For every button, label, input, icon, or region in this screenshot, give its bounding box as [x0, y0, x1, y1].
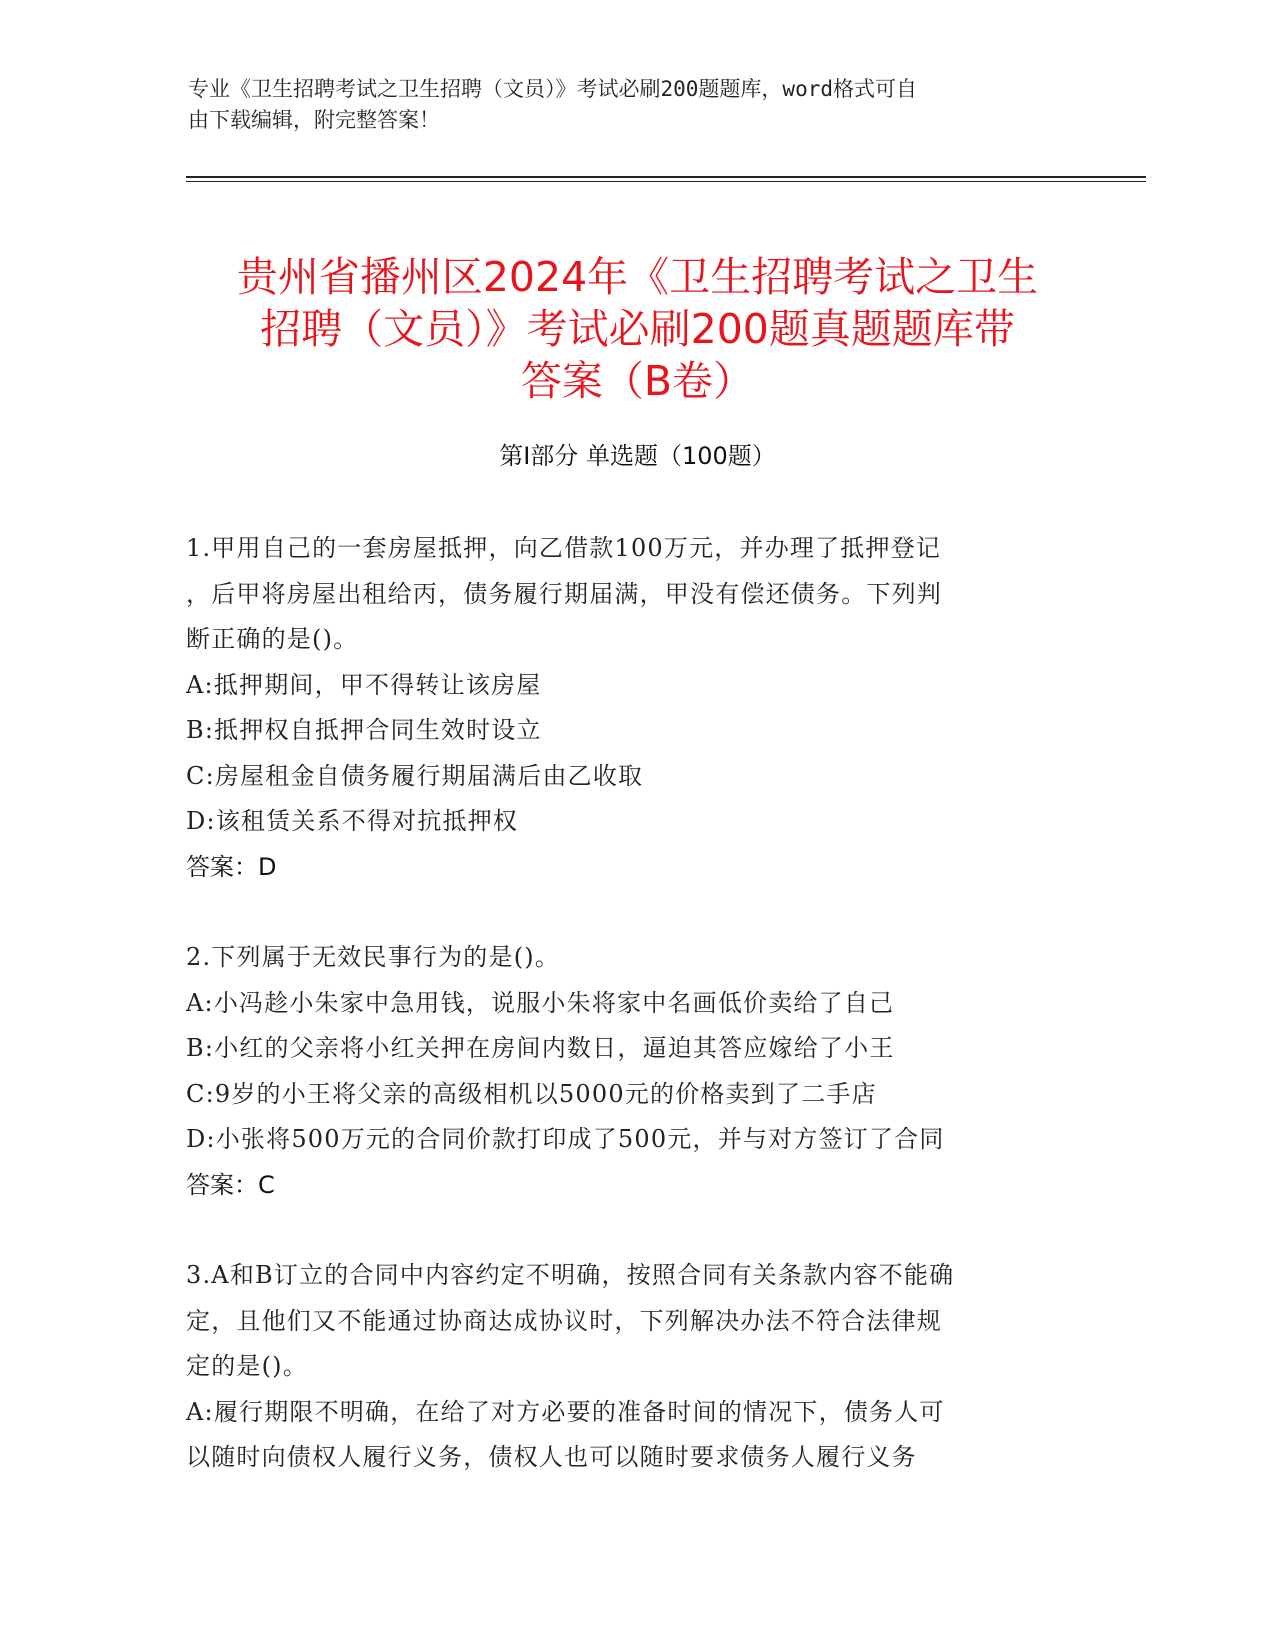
question-stem-line: 1.甲用自己的一套房屋抵押，向乙借款100万元，并办理了抵押登记: [186, 534, 942, 562]
question-stem-line: 定的是()。: [186, 1352, 308, 1380]
title-line-3: 答案（B卷）: [520, 357, 755, 406]
section-heading: 第Ⅰ部分 单选题（100题）: [499, 442, 776, 470]
question-item: [186, 1253, 1086, 1481]
question-item: [186, 935, 1086, 1208]
question-answer: 答案：D: [186, 852, 277, 881]
question-stem-line: ，后甲将房屋出租给丙，债务履行期届满，甲没有偿还债务。下列判: [186, 579, 942, 608]
header-note-line-2: 由下载编辑，附完整答案！: [188, 108, 440, 132]
question-answer: 答案：C: [186, 1170, 275, 1199]
title-line-1: 贵州省播州区2024年《卫生招聘考试之卫生: [236, 253, 1039, 302]
question-option-c: C:9岁的小王将父亲的高级相机以5000元的价格卖到了二手店: [186, 1079, 877, 1108]
question-option-a-continued: 以随时向债权人履行义务，债权人也可以随时要求债务人履行义务: [186, 1443, 917, 1471]
header-note: [188, 74, 1068, 136]
header-divider-thick: [186, 176, 1146, 178]
question-option-c: C:房屋租金自债务履行期届满后由乙收取: [186, 761, 644, 790]
title-line-2: 招聘（文员）》考试必刷200题真题题库带: [260, 305, 1015, 354]
question-option-b: B:小红的父亲将小红关押在房间内数日，逼迫其答应嫁给了小王: [186, 1034, 895, 1062]
question-option-a: A:小冯趁小朱家中急用钱，说服小朱将家中名画低价卖给了自己: [186, 988, 895, 1017]
question-item: [186, 526, 1086, 890]
question-option-b: B:抵押权自抵押合同生效时设立: [186, 716, 542, 744]
question-list: [186, 526, 1086, 1481]
question-option-d: D:该租赁关系不得对抗抵押权: [186, 807, 519, 835]
question-stem-line: 断正确的是()。: [186, 625, 359, 653]
question-stem-line: 2.下列属于无效民事行为的是()。: [186, 943, 561, 971]
question-option-d: D:小张将500万元的合同价款打印成了500元，并与对方签订了合同: [186, 1125, 945, 1153]
question-stem-line: 定，且他们又不能通过协商达成协议时，下列解决办法不符合法律规: [186, 1306, 942, 1335]
header-divider-thin: [186, 181, 1146, 182]
question-option-a: A:履行期限不明确，在给了对方必要的准备时间的情况下，债务人可: [186, 1397, 945, 1426]
question-stem-line: 3.A和B订立的合同中内容约定不明确，按照合同有关条款内容不能确: [186, 1261, 955, 1289]
header-note-line-1: 专业《卫生招聘考试之卫生招聘（文员）》考试必刷200题题库，word格式可自: [188, 77, 917, 101]
document-title: [150, 251, 1125, 407]
question-option-a: A:抵押期间，甲不得转让该房屋: [186, 670, 542, 699]
